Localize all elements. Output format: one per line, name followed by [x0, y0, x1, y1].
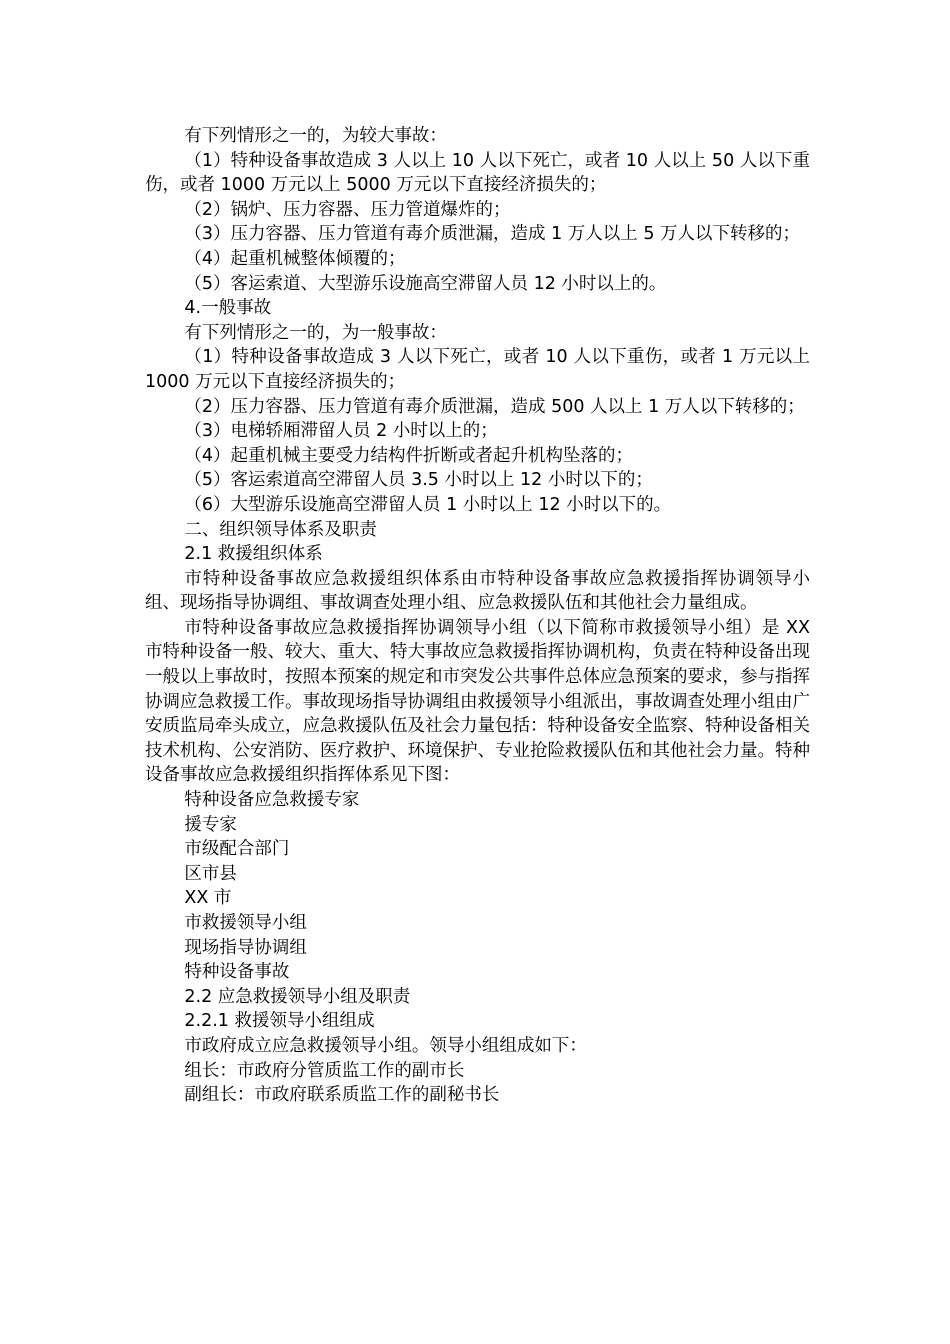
section-heading: 2.2 应急救援领导小组及职责 — [184, 986, 411, 1007]
document-body — [145, 124, 810, 1108]
paragraph: （2）锅炉、压力容器、压力管道爆炸的； — [184, 199, 511, 220]
diagram-label: 市级配合部门 — [184, 839, 290, 860]
paragraph: 市特种设备事故应急救援组织体系由市特种设备事故应急救援指挥协调领导小组、现场指导协调组、事故调查处理小组、应急救援队伍和其他社会力量组成。 — [145, 568, 810, 614]
paragraph: （6）大型游乐设施高空滞留人员 1 小时以上 12 小时以下的。 — [184, 494, 672, 515]
paragraph: 副组长：市政府联系质监工作的副秘书长 — [184, 1085, 500, 1106]
paragraph: （1）特种设备事故造成 3 人以上 10 人以下死亡，或者 10 人以上 50 人以下重伤，或者 1000 万元以上 5000 万元以下直接经济损失的； — [145, 150, 810, 196]
paragraph: （3）压力容器、压力管道有毒介质泄漏，造成 1 万人以上 5 万人以下转移的； — [184, 224, 801, 245]
section-heading: 2.1 救援组织体系 — [184, 544, 323, 565]
section-heading: 4.一般事故 — [184, 298, 272, 319]
paragraph: （4）起重机械主要受力结构件折断或者起升机构坠落的； — [184, 445, 634, 466]
section-heading: 二、组织领导体系及职责 — [184, 519, 377, 540]
diagram-label: 援专家 — [184, 814, 237, 835]
diagram-label: 特种设备事故 — [184, 962, 290, 983]
section-heading: 2.2.1 救援领导小组组成 — [184, 1011, 375, 1032]
diagram-label: XX 市 — [184, 888, 232, 909]
paragraph: 市特种设备事故应急救援指挥协调领导小组（以下简称市救援领导小组）是 XX 市特种设备一般、较大、重大、特大事故应急救援指挥协调机构，负责在特种设备出现一般以上事故时，按照本预案的规定和市突发公共事件总体应急预案的要求，参与指挥协调应急救援工作。事故现场指导协调组由救援领导小组派出，事故调查处理小组由广安质监局牵头成立，应急救援队伍及社会力量包括：特种设备安全监察、特种设备相关技术机构、公安消防、医疗救护、环境保护、专业抢险救援队伍和其他社会力量。特种设备事故应急救援组织指挥体系见下图： — [145, 617, 810, 786]
diagram-label: 特种设备应急救援专家 — [184, 790, 360, 811]
paragraph: （5）客运索道、大型游乐设施高空滞留人员 12 小时以上的。 — [184, 273, 667, 294]
paragraph: 有下列情形之一的，为较大事故： — [184, 126, 447, 146]
diagram-label: 市救援领导小组 — [184, 913, 307, 933]
paragraph: 市政府成立应急救援领导小组。领导小组组成如下： — [184, 1035, 587, 1056]
paragraph: （5）客运索道高空滞留人员 3.5 小时以上 12 小时以下的； — [184, 470, 653, 491]
paragraph: （3）电梯轿厢滞留人员 2 小时以上的； — [184, 421, 498, 442]
paragraph: 有下列情形之一的，为一般事故： — [184, 322, 447, 343]
diagram-label: 区市县 — [184, 863, 237, 884]
paragraph: （4）起重机械整体倾覆的； — [184, 248, 406, 269]
paragraph: （1）特种设备事故造成 3 人以下死亡，或者 10 人以下重伤，或者 1 万元以上 1000 万元以下直接经济损失的； — [145, 347, 810, 392]
paragraph: 组长：市政府分管质监工作的副市长 — [184, 1060, 465, 1081]
diagram-label: 现场指导协调组 — [184, 937, 307, 958]
paragraph: （2）压力容器、压力管道有毒介质泄漏，造成 500 人以上 1 万人以下转移的； — [184, 396, 805, 417]
